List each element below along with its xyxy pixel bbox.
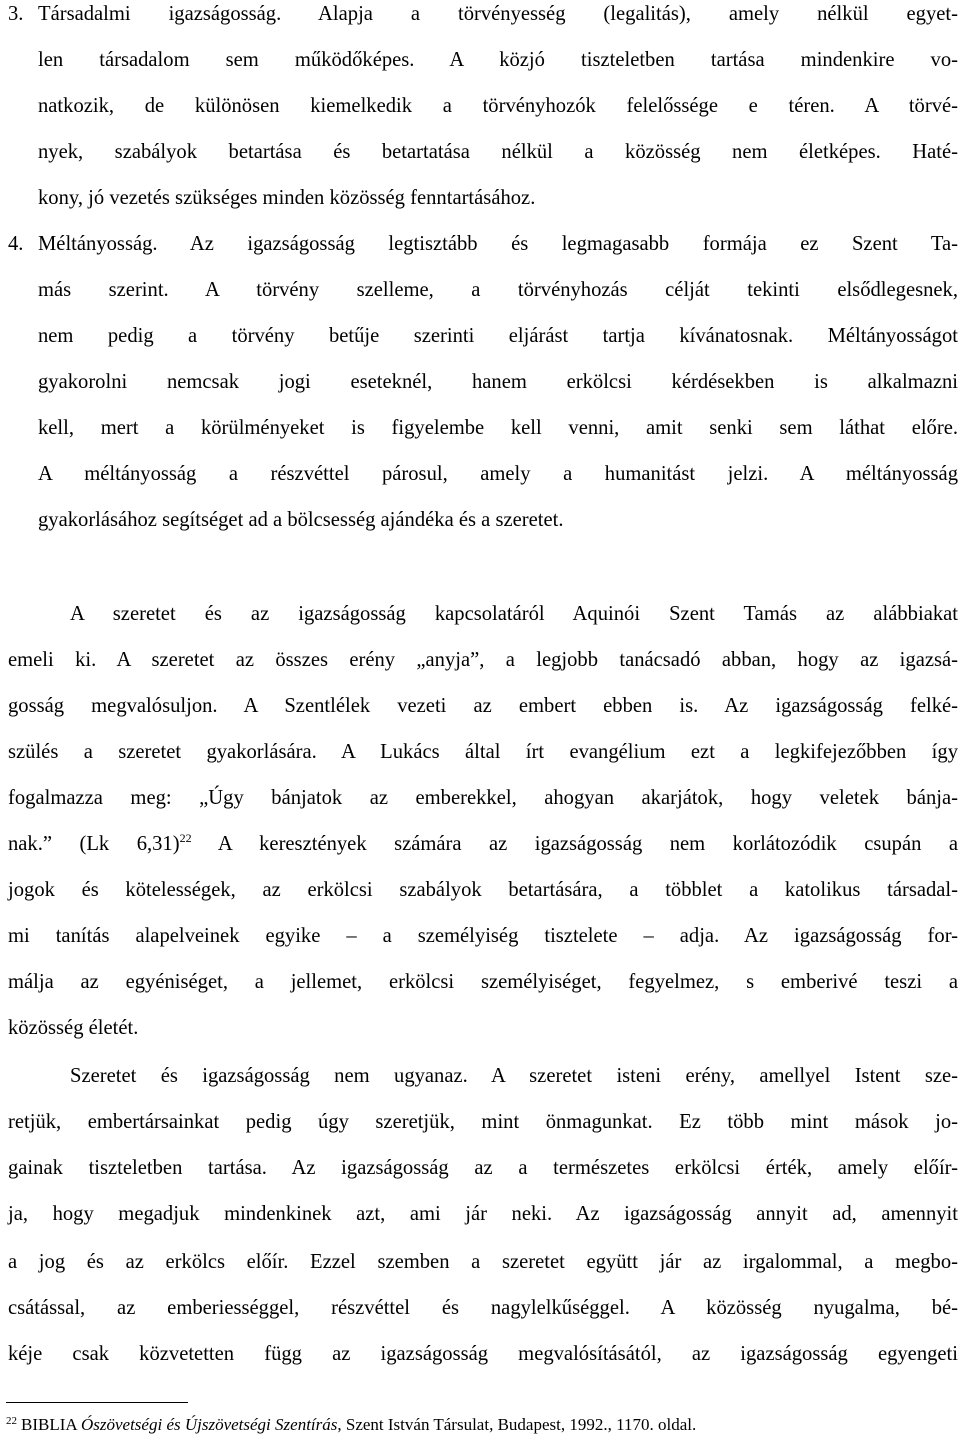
para-1-line-10: közösség életét. <box>8 1017 139 1039</box>
item-4-line-2: más szerint. A törvény szelleme, a törvényhozás célját tekinti elsődlegesnek, <box>38 279 958 301</box>
item-4-line-3: nem pedig a törvény betűje szerinti eljárást tartja kívánatosnak. Méltányosságot <box>38 325 958 347</box>
para-1-line-2: emeli ki. A szeretet az összes erény „anyja”, a legjobb tanácsadó abban, hogy az igazsá- <box>8 649 958 671</box>
item-3-line-5: kony, jó vezetés szükséges minden közösség fenntartásához. <box>38 187 536 209</box>
item-3-line-1: 3. Társadalmi igazságosság. Alapja a törvényesség (legalitás), amely nélkül egyet- <box>8 3 958 25</box>
item-4-line-4: gyakorolni nemcsak jogi eseteknél, hanem erkölcsi kérdésekben is alkalmazni <box>38 371 958 393</box>
footnote-title: Ószövetségi és Újszövetségi Szentírás <box>80 1415 338 1434</box>
footnote-separator <box>6 1402 188 1403</box>
item-4-line-6: A méltányosság a részvéttel párosul, amely a humanitást jelzi. A méltányosság <box>38 463 958 485</box>
item-3-line-3: natkozik, de különösen kiemelkedik a törvényhozók felelőssége e téren. A törvé- <box>38 95 958 117</box>
para-2-line-1: Szeretet és igazságosság nem ugyanaz. A szeretet isteni erény, amellyel Istent sze- <box>70 1065 958 1087</box>
item-3-line-2: len társadalom sem működőképes. A közjó tiszteletben tartása mindenkire vo- <box>38 49 958 71</box>
item-4-number: 4. <box>8 233 24 255</box>
item-3-line-4: nyek, szabályok betartása és betartatása nélkül a közösség nem életképes. Haté- <box>38 141 958 163</box>
para-1-line-9: málja az egyéniséget, a jellemet, erkölcsi személyiséget, fegyelmez, s emberivé teszi a <box>8 971 958 993</box>
item-4-line-5: kell, mert a körülményeket is figyelembe kell venni, amit senki sem láthat előre. <box>38 417 958 439</box>
para-1-line-6: nak.” (Lk 6,31)$^{22}$ A keresztények számára az igazságosság nem korlátozódik csupán a <box>8 831 958 855</box>
para-2-line-5: a jog és az erkölcs előír. Ezzel szemben a szeretet együtt jár az irgalommal, a megbo- <box>8 1251 958 1273</box>
para-2-line-4: ja, hogy megadjuk mindenkinek azt, ami jár neki. Az igazságosság annyit ad, amennyit <box>8 1203 958 1225</box>
para-1-line-1: A szeretet és az igazságosság kapcsolatáról Aquinói Szent Tamás az alábbiakat <box>70 603 958 625</box>
footnote-reference[interactable]: 22 <box>179 831 192 846</box>
item-4-line-7: gyakorlásához segítséget ad a bölcsesség ajándéka és a szeretet. <box>38 509 564 531</box>
footnote-number: 22 <box>6 1415 17 1427</box>
footnote: $^{22}$ BIBLIA Ószövetségi és Újszövetségi Szentírás, Szent István Társulat, Budapest, 1992., 1170. oldal. <box>6 1415 697 1434</box>
para-2-line-7: kéje csak közvetetten függ az igazságosság megvalósításától, az igazságosság egyengeti <box>8 1343 958 1365</box>
para-2-line-6: csátással, az emberiességgel, részvéttel és nagylelkűséggel. A közösség nyugalma, bé- <box>8 1297 958 1319</box>
para-1-line-3: gosság megvalósuljon. A Szentlélek vezeti az embert ebben is. Az igazságosság felké- <box>8 695 958 717</box>
para-1-line-7: jogok és kötelességek, az erkölcsi szabályok betartására, a többlet a katolikus társadal- <box>8 879 958 901</box>
para-2-line-3: gainak tiszteletben tartása. Az igazságosság az a természetes erkölcsi érték, amely előír- <box>8 1157 958 1179</box>
para-1-line-8: mi tanítás alapelveinek egyike – a személyiség tisztelete – adja. Az igazságosság for- <box>8 925 958 947</box>
para-2-line-2: retjük, embertársainkat pedig úgy szeretjük, mint önmagunkat. Ez több mint mások jo- <box>8 1111 958 1133</box>
item-4-line-1: 4. Méltányosság. Az igazságosság legtisztább és legmagasabb formája ez Szent Ta- <box>8 233 958 255</box>
para-1-line-4: szülés a szeretet gyakorlására. A Lukács által írt evangélium ezt a legkifejezőbben így <box>8 741 958 763</box>
para-1-line-5: fogalmazza meg: „Úgy bánjatok az emberekkel, ahogyan akarjátok, hogy veletek bánja- <box>8 787 958 809</box>
item-3-number: 3. <box>8 3 24 25</box>
